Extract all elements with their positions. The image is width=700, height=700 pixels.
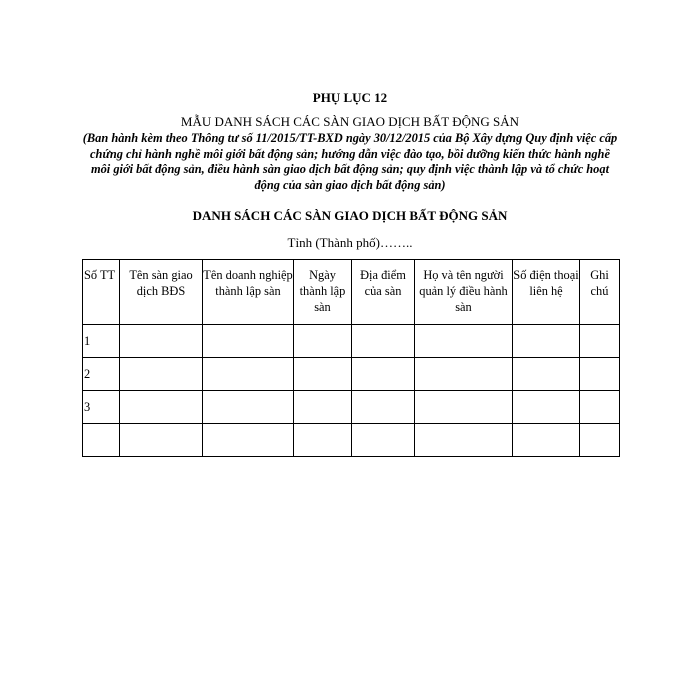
cell-location xyxy=(352,391,415,424)
cell-manager-name xyxy=(415,424,513,457)
cell-phone xyxy=(513,391,580,424)
appendix-label: PHỤ LỤC 12 xyxy=(312,90,388,105)
header-location: Địa điểm của sàn xyxy=(352,260,415,325)
cell-notes xyxy=(580,358,620,391)
cell-established-date xyxy=(294,325,352,358)
exchange-list-table xyxy=(82,259,620,457)
header-exchange-name: Tên sàn giao dịch BĐS xyxy=(120,260,203,325)
header-phone: Số điện thoại liên hệ xyxy=(513,260,580,325)
cell-company-name xyxy=(203,424,294,457)
cell-exchange-name xyxy=(120,325,203,358)
cell-company-name xyxy=(203,391,294,424)
cell-notes xyxy=(580,325,620,358)
cell-company-name xyxy=(203,325,294,358)
row-number: 2 xyxy=(83,358,120,391)
cell-manager-name xyxy=(415,325,513,358)
header-established-date: Ngày thành lập sàn xyxy=(294,260,352,325)
cell-phone xyxy=(513,325,580,358)
cell-manager-name xyxy=(415,358,513,391)
cell-exchange-name xyxy=(120,424,203,457)
cell-established-date xyxy=(294,358,352,391)
cell-exchange-name xyxy=(120,358,203,391)
header-manager-name: Họ và tên người quản lý điều hành sàn xyxy=(415,260,513,325)
table-header-row xyxy=(83,260,620,325)
row-number: 1 xyxy=(83,325,120,358)
cell-notes xyxy=(580,391,620,424)
table-row xyxy=(83,391,620,424)
form-title: MẪU DANH SÁCH CÁC SÀN GIAO DỊCH BẤT ĐỘNG SẢN xyxy=(180,114,520,129)
cell-manager-name xyxy=(415,391,513,424)
cell-phone xyxy=(513,358,580,391)
table-row xyxy=(83,358,620,391)
province-line: Tỉnh (Thành phố)…….. xyxy=(287,235,413,250)
cell-location xyxy=(352,325,415,358)
row-number xyxy=(83,424,120,457)
list-title: DANH SÁCH CÁC SÀN GIAO DỊCH BẤT ĐỘNG SẢN xyxy=(192,208,508,223)
cell-exchange-name xyxy=(120,391,203,424)
header-stt: Số TT xyxy=(83,260,120,325)
cell-company-name xyxy=(203,358,294,391)
cell-notes xyxy=(580,424,620,457)
row-number: 3 xyxy=(83,391,120,424)
cell-location xyxy=(352,424,415,457)
cell-established-date xyxy=(294,391,352,424)
cell-phone xyxy=(513,424,580,457)
header-company-name: Tên doanh nghiệp thành lập sàn xyxy=(203,260,294,325)
header-notes: Ghi chú xyxy=(580,260,620,325)
table-row xyxy=(83,424,620,457)
table-row xyxy=(83,325,620,358)
issued-note: (Ban hành kèm theo Thông tư số 11/2015/TT-BXD ngày 30/12/2015 của Bộ Xây dựng Quy định việc cấp chứng chỉ hành nghề môi giới bất động sản; hướng dẫn việc đào tạo, bồi dưỡng kiến thức hành nghề môi giới bất động sản, điều hành sàn giao dịch bất động sản; quy định việc thành lập và tổ chức hoạt động của sàn giao dịch bất động sản) xyxy=(82,131,618,192)
cell-established-date xyxy=(294,424,352,457)
cell-location xyxy=(352,358,415,391)
